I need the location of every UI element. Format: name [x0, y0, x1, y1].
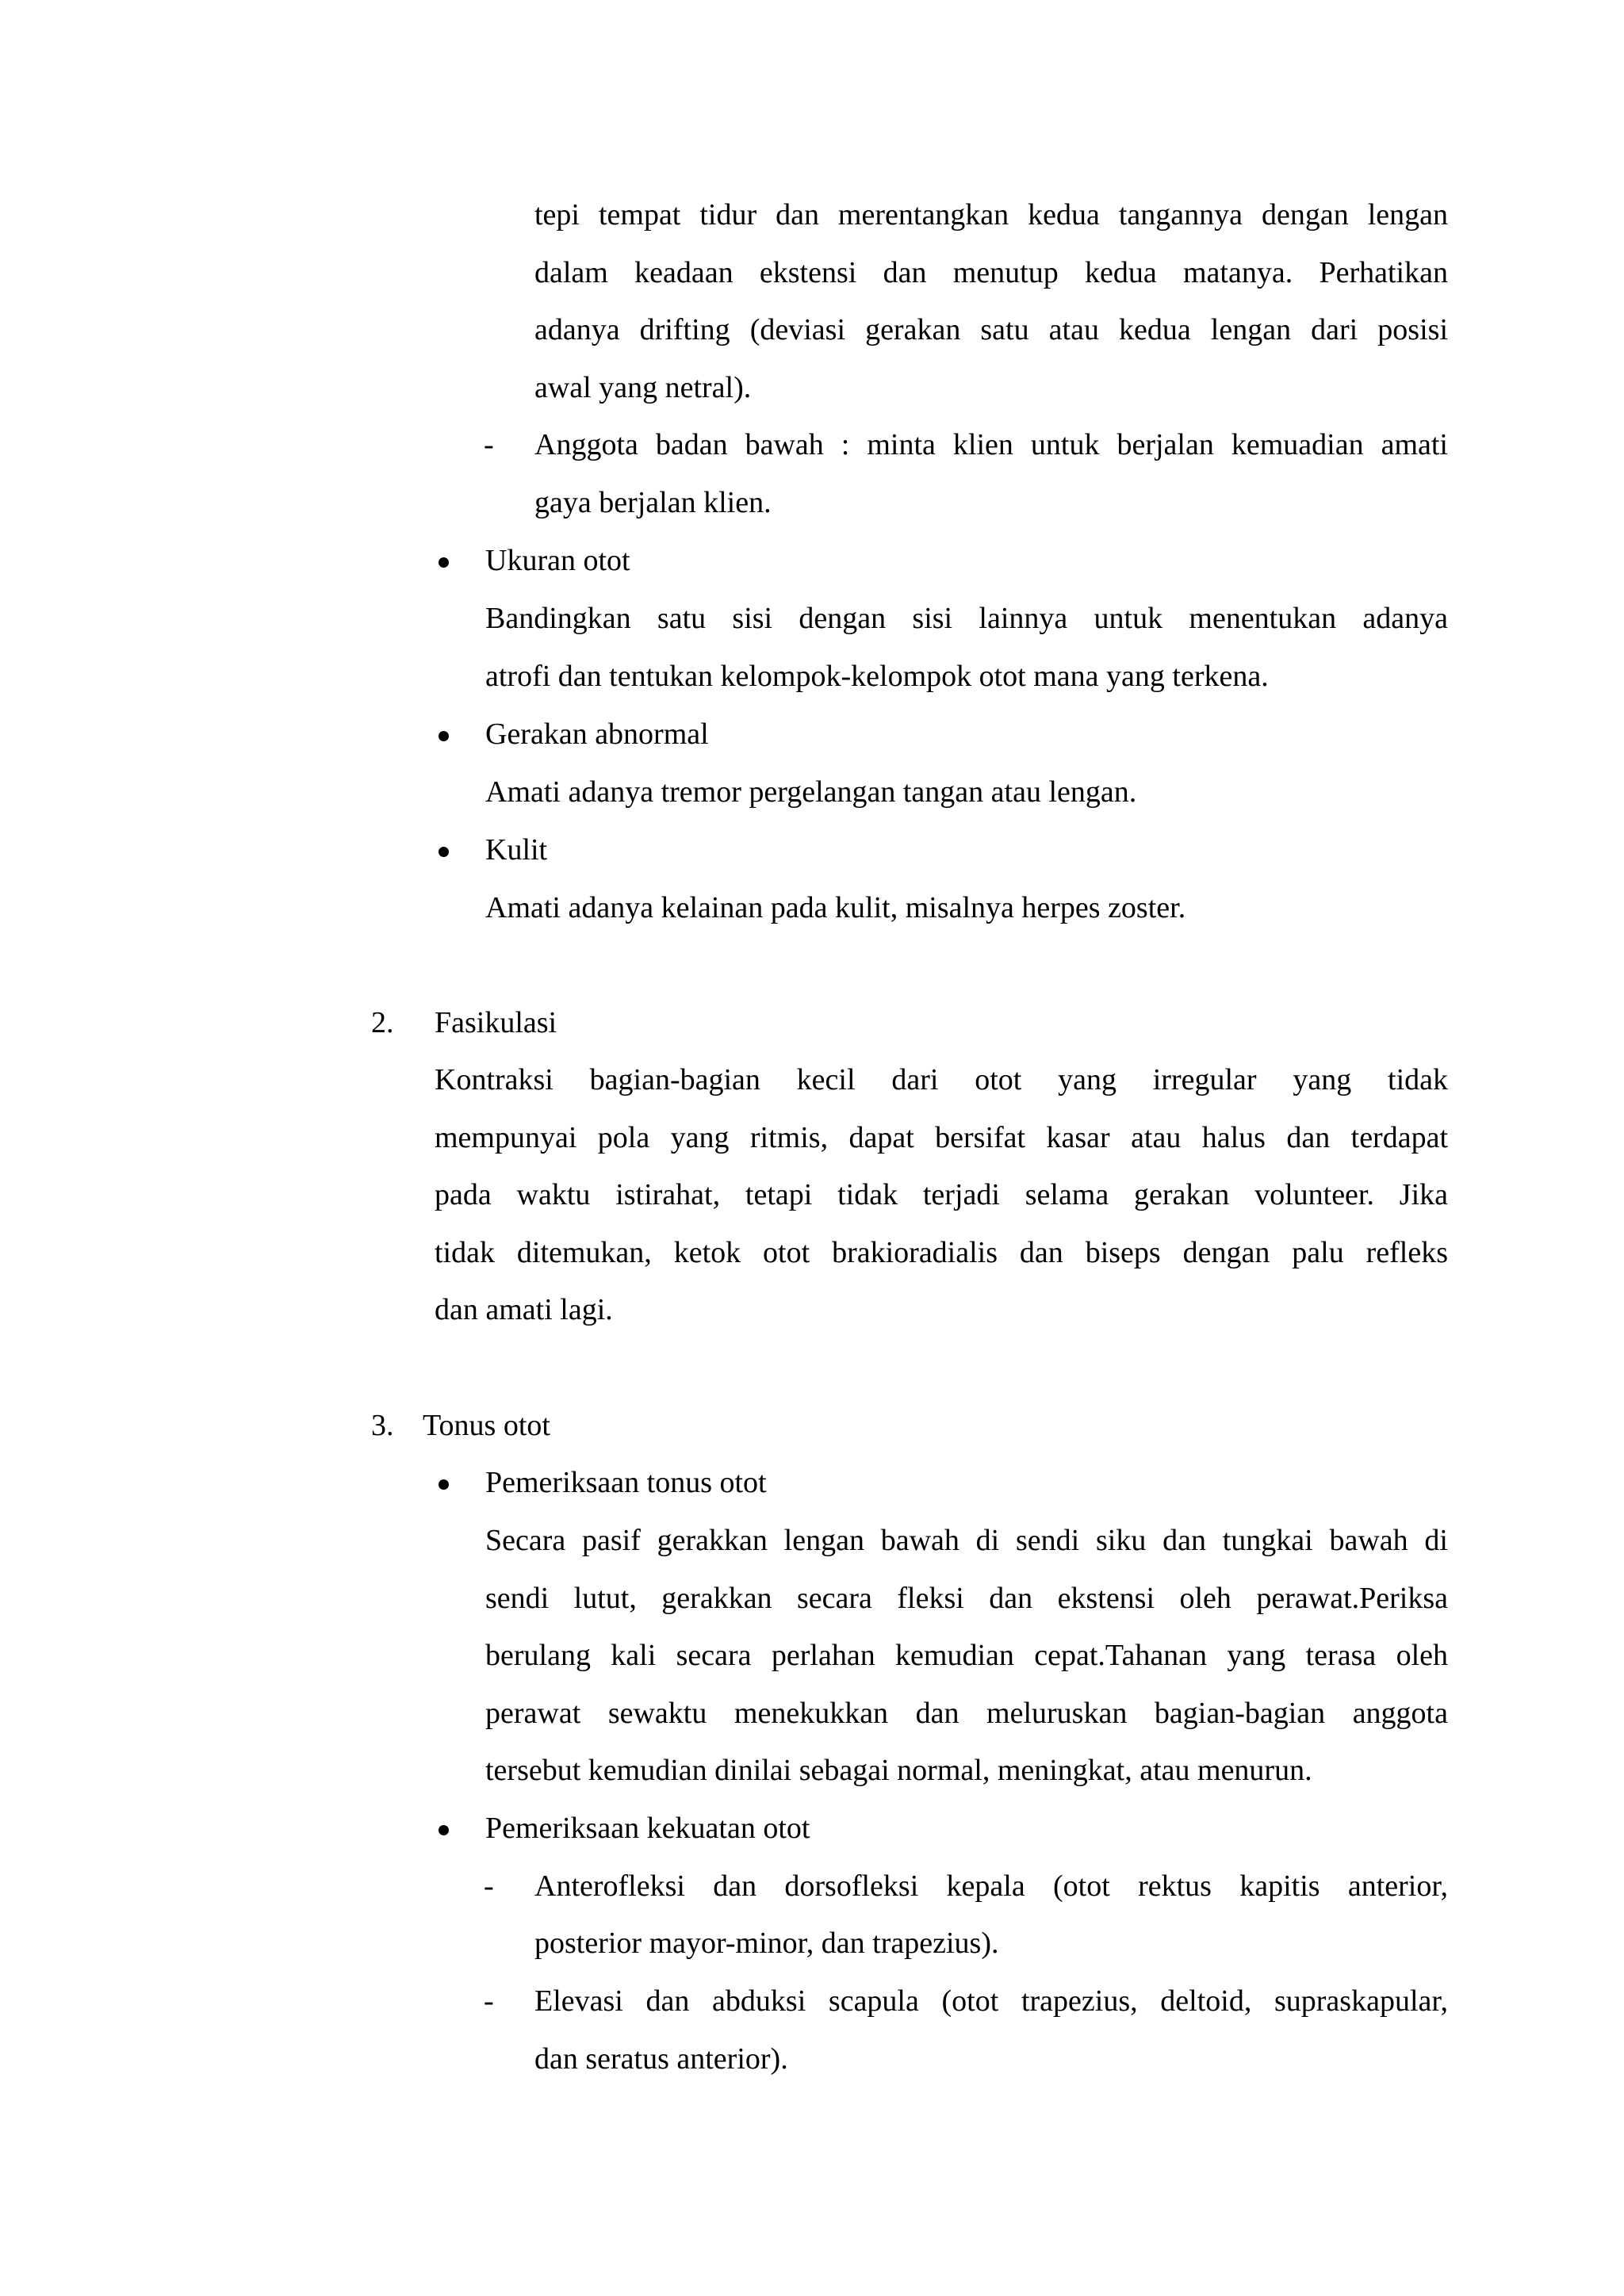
section-title: Tonus otot — [423, 1409, 550, 1442]
dash-marker: - — [484, 428, 494, 461]
bullet-body-line: Amati adanya kelainan pada kulit, misalnya herpes zoster. — [485, 891, 1186, 924]
dash-marker: - — [484, 1984, 494, 2018]
bullet-icon — [439, 731, 449, 741]
bullet-title: Pemeriksaan tonus otot — [485, 1466, 767, 1499]
bullet-body-line: sendi lutut, gerakkan secara fleksi dan ekstensi oleh perawat.Periksa — [485, 1582, 1448, 1615]
section-body-line: Kontraksi bagian-bagian kecil dari otot yang irregular yang tidak — [435, 1063, 1448, 1096]
section-body-line: tidak ditemukan, ketok otot brakioradialis dan biseps dengan palu refleks — [435, 1236, 1448, 1269]
bullet-icon — [439, 557, 449, 568]
bullet-body-line: Secara pasif gerakkan lengan bawah di sendi siku dan tungkai bawah di — [485, 1524, 1448, 1557]
section-title: Fasikulasi — [435, 1006, 557, 1039]
dash-item-line: Anterofleksi dan dorsofleksi kepala (otot rektus kapitis anterior, — [534, 1869, 1448, 1903]
bullet-title: Kulit — [485, 833, 548, 867]
continuation-line: awal yang netral). — [534, 371, 752, 404]
section-body-line: mempunyai pola yang ritmis, dapat bersifat kasar atau halus dan terdapat — [435, 1121, 1448, 1154]
continuation-line: dalam keadaan ekstensi dan menutup kedua matanya. Perhatikan — [534, 256, 1448, 289]
bullet-title: Pemeriksaan kekuatan otot — [485, 1812, 810, 1845]
bullet-icon — [439, 847, 449, 857]
section-number: 2. — [371, 1006, 394, 1039]
bullet-body-line: Amati adanya tremor pergelangan tangan atau lengan. — [485, 775, 1137, 809]
bullet-body-line: perawat sewaktu menekukkan dan meluruskan bagian-bagian anggota — [485, 1697, 1448, 1730]
section-body-line: dan amati lagi. — [435, 1293, 613, 1326]
section-number: 3. — [371, 1409, 394, 1442]
dash-item-line: Elevasi dan abduksi scapula (otot trapezius, deltoid, supraskapular, — [534, 1984, 1448, 2018]
bullet-title: Gerakan abnormal — [485, 718, 709, 751]
bullet-body-line: atrofi dan tentukan kelompok-kelompok otot mana yang terkena. — [485, 660, 1269, 693]
dash-marker: - — [484, 1869, 494, 1903]
dash-item-line: Anggota badan bawah : minta klien untuk berjalan kemuadian amati — [534, 428, 1448, 461]
dash-item-line: posterior mayor-minor, dan trapezius). — [534, 1927, 999, 1960]
continuation-line: tepi tempat tidur dan merentangkan kedua tangannya dengan lengan — [534, 198, 1448, 232]
bullet-body-line: tersebut kemudian dinilai sebagai normal, meningkat, atau menurun. — [485, 1754, 1312, 1787]
dash-item-line: dan seratus anterior). — [534, 2042, 788, 2076]
section-body-line: pada waktu istirahat, tetapi tidak terjadi selama gerakan volunteer. Jika — [435, 1178, 1448, 1211]
dash-item-line: gaya berjalan klien. — [534, 486, 772, 519]
bullet-body-line: Bandingkan satu sisi dengan sisi lainnya untuk menentukan adanya — [485, 602, 1448, 635]
continuation-line: adanya drifting (deviasi gerakan satu atau kedua lengan dari posisi — [534, 313, 1448, 346]
bullet-icon — [439, 1479, 449, 1490]
bullet-icon — [439, 1825, 449, 1835]
bullet-title: Ukuran otot — [485, 544, 630, 577]
bullet-body-line: berulang kali secara perlahan kemudian cepat.Tahanan yang terasa oleh — [485, 1639, 1448, 1672]
